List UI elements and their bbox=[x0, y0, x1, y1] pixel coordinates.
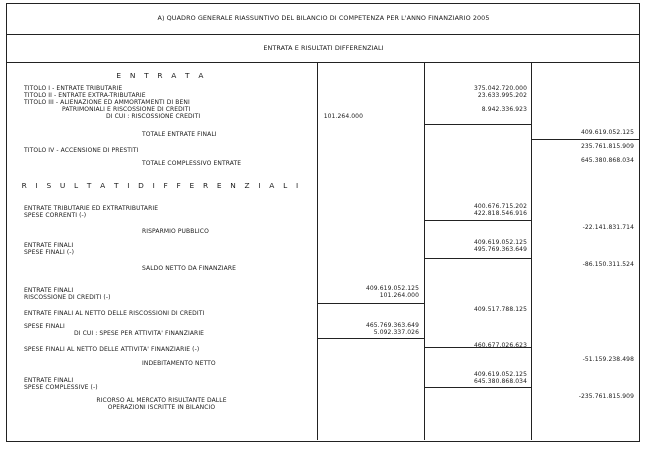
titolo3-value: 8.942.336.923 bbox=[481, 106, 527, 113]
r1-value-b: 422.818.546.916 bbox=[473, 210, 527, 217]
r1-label-b: SPESE CORRENTI (-) bbox=[24, 212, 87, 219]
r6-result-label-1: RICORSO AL MERCATO RISULTANTE DALLE bbox=[96, 397, 227, 404]
r5-result-value: -51.159.238.498 bbox=[582, 356, 634, 363]
r2-value-b: 495.769.363.649 bbox=[473, 246, 527, 253]
r4-value-b: 5.092.337.026 bbox=[373, 329, 419, 336]
r6-result-value: -235.761.815.909 bbox=[578, 393, 634, 400]
r3-value-a: 409.619.052.125 bbox=[365, 285, 419, 292]
titolo2-value: 23.633.995.202 bbox=[477, 92, 527, 99]
totale-finali-value: 409.619.052.125 bbox=[580, 129, 634, 136]
dicui-value: 101.264.000 bbox=[323, 113, 363, 120]
r2-result-value: -86.150.311.524 bbox=[582, 261, 634, 268]
title-divider bbox=[6, 34, 640, 35]
dicui-label: DI CUI : RISCOSSIONE CREDITI bbox=[106, 113, 201, 120]
r4-total-label: SPESE FINALI AL NETTO DELLE ATTIVITA' FINANZIARIE (-) bbox=[24, 346, 200, 353]
rule-r4-c1 bbox=[317, 338, 424, 339]
entrata-heading: E N T R A T A bbox=[116, 71, 207, 80]
titolo3-label-cont: PATRIMONIALI E RISCOSSIONE DI CREDITI bbox=[62, 106, 191, 113]
r2-label-a: ENTRATE FINALI bbox=[24, 242, 74, 249]
subtitle-divider bbox=[6, 62, 640, 63]
risultati-heading: R I S U L T A T I D I F F E R E N Z I A L I bbox=[21, 181, 302, 190]
rule-r3-c1 bbox=[317, 303, 424, 304]
r3-label-a: ENTRATE FINALI bbox=[24, 287, 74, 294]
r1-label-a: ENTRATE TRIBUTARIE ED EXTRATRIBUTARIE bbox=[24, 205, 159, 212]
r1-result-value: -22.141.831.714 bbox=[582, 224, 634, 231]
r1-result-label: RISPARMIO PUBBLICO bbox=[142, 228, 209, 235]
titolo2-label: TITOLO II - ENTRATE EXTRA-TRIBUTARIE bbox=[24, 92, 146, 99]
r3-total-label: ENTRATE FINALI AL NETTO DELLE RISCOSSIONI DI CREDITI bbox=[24, 310, 205, 317]
page-subtitle: ENTRATA E RISULTATI DIFFERENZIALI bbox=[263, 44, 384, 52]
r2-label-b: SPESE FINALI (-) bbox=[24, 249, 75, 256]
r2-result-label: SALDO NETTO DA FINANZIARE bbox=[142, 265, 237, 272]
rule-entrata-c3 bbox=[531, 139, 640, 140]
titolo4-value: 235.761.815.909 bbox=[580, 143, 634, 150]
rule-r5-c2 bbox=[424, 387, 531, 388]
titolo1-value: 375.042.720.000 bbox=[473, 85, 527, 92]
rule-r2-c2 bbox=[424, 258, 531, 259]
totale-complessivo-value: 645.380.868.034 bbox=[580, 157, 634, 164]
r4-total-value: 460.677.026.623 bbox=[473, 342, 527, 349]
r4-label-b: DI CUI : SPESE PER ATTIVITA' FINANZIARIE bbox=[74, 330, 205, 337]
r6-value-b: 645.380.868.034 bbox=[473, 378, 527, 385]
r6-label-a: ENTRATE FINALI bbox=[24, 377, 74, 384]
r5-result-label: INDEBITAMENTO NETTO bbox=[142, 360, 216, 367]
r6-result-label-2: OPERAZIONI ISCRITTE IN BILANCIO bbox=[107, 404, 216, 411]
totale-finali-label: TOTALE ENTRATE FINALI bbox=[142, 131, 217, 138]
titolo1-label: TITOLO I - ENTRATE TRIBUTARIE bbox=[24, 85, 123, 92]
r4-value-a: 465.769.363.649 bbox=[365, 322, 419, 329]
r6-value-a: 409.619.052.125 bbox=[473, 371, 527, 378]
column-rule-3 bbox=[531, 62, 532, 440]
page-title: A) QUADRO GENERALE RIASSUNTIVO DEL BILANCIO DI COMPETENZA PER L'ANNO FINANZIARIO 2005 bbox=[157, 14, 490, 22]
r3-value-b: 101.264.000 bbox=[379, 292, 419, 299]
titolo4-label: TITOLO IV - ACCENSIONE DI PRESTITI bbox=[24, 147, 139, 154]
totale-complessivo-label: TOTALE COMPLESSIVO ENTRATE bbox=[142, 160, 242, 167]
table-frame bbox=[6, 3, 640, 442]
r3-total-value: 409.517.788.125 bbox=[473, 306, 527, 313]
r4-label-a: SPESE FINALI bbox=[24, 323, 65, 330]
r1-value-a: 400.676.715.202 bbox=[473, 203, 527, 210]
r6-label-b: SPESE COMPLESSIVE (-) bbox=[24, 384, 98, 391]
r3-label-b: RISCOSSIONE DI CREDITI (-) bbox=[24, 294, 111, 301]
titolo3-label: TITOLO III - ALIENAZIONE ED AMMORTAMENTI DI BENI bbox=[24, 99, 190, 106]
r2-value-a: 409.619.052.125 bbox=[473, 239, 527, 246]
rule-r1-c2 bbox=[424, 220, 531, 221]
rule-entrata-c2 bbox=[424, 124, 531, 125]
